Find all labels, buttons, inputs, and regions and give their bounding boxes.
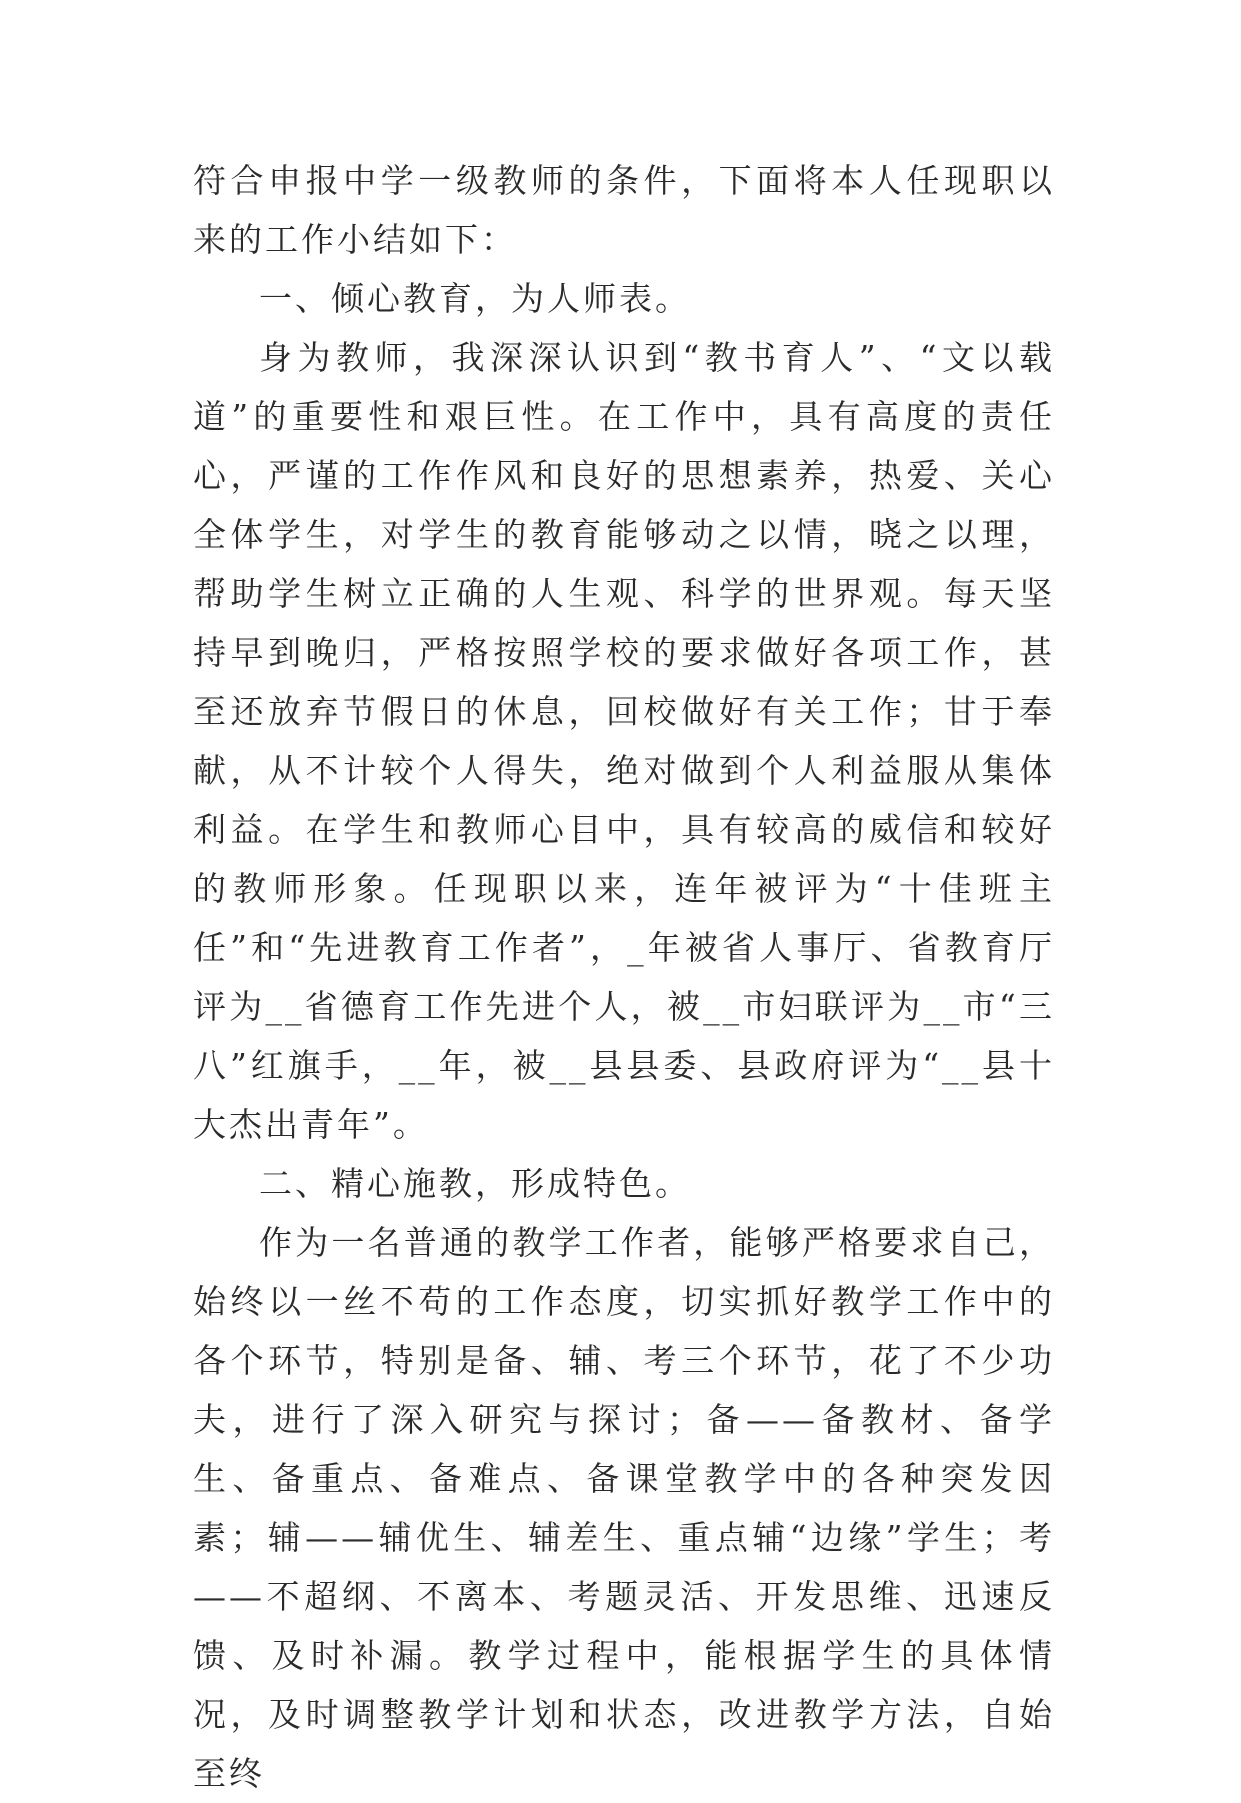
document-body [193,151,1055,1803]
paragraph-section-1: 身为教师，我深深认识到“教书育人”、“文以载道”的重要性和艰巨性。在工作中，具有高度的责任心，严谨的工作作风和良好的思想素养，热爱、关心全体学生，对学生的教育能够动之以情，晓之以理，帮助学生树立正确的人生观、科学的世界观。每天坚持早到晚归，严格按照学校的要求做好各项工作，甚至还放弃节假日的休息，回校做好有关工作；甘于奉献，从不计较个人得失，绝对做到个人利益服从集体利益。在学生和教师心目中，具有较高的威信和较好的教师形象。任现职以来，连年被评为“十佳班主任”和“先进教育工作者”，_年被省人事厅、省教育厅评为__省德育工作先进个人，被__市妇联评为__市“三八”红旗手，__年，被__县县委、县政府评为“__县十大杰出青年”。 [193,338,1055,1144]
section-heading-2: 二、精心施教，形成特色。 [259,1164,691,1203]
paragraph-section-2: 作为一名普通的教学工作者，能够严格要求自己，始终以一丝不苟的工作态度，切实抓好教学工作中的各个环节，特别是备、辅、考三个环节，花了不少功夫，进行了深入研究与探讨；备——备教材、备学生、备重点、备难点、备课堂教学中的各种突发因素；辅——辅优生、辅差生、重点辅“边缘”学生；考——不超纲、不离本、考题灵活、开发思维、迅速反馈、及时补漏。教学过程中，能根据学生的具体情况，及时调整教学计划和状态，改进教学方法，自始至终 [193,1223,1055,1793]
section-heading-1: 一、倾心教育，为人师表。 [259,279,691,318]
paragraph-intro: 符合申报中学一级教师的条件，下面将本人任现职以来的工作小结如下： [193,161,1055,259]
